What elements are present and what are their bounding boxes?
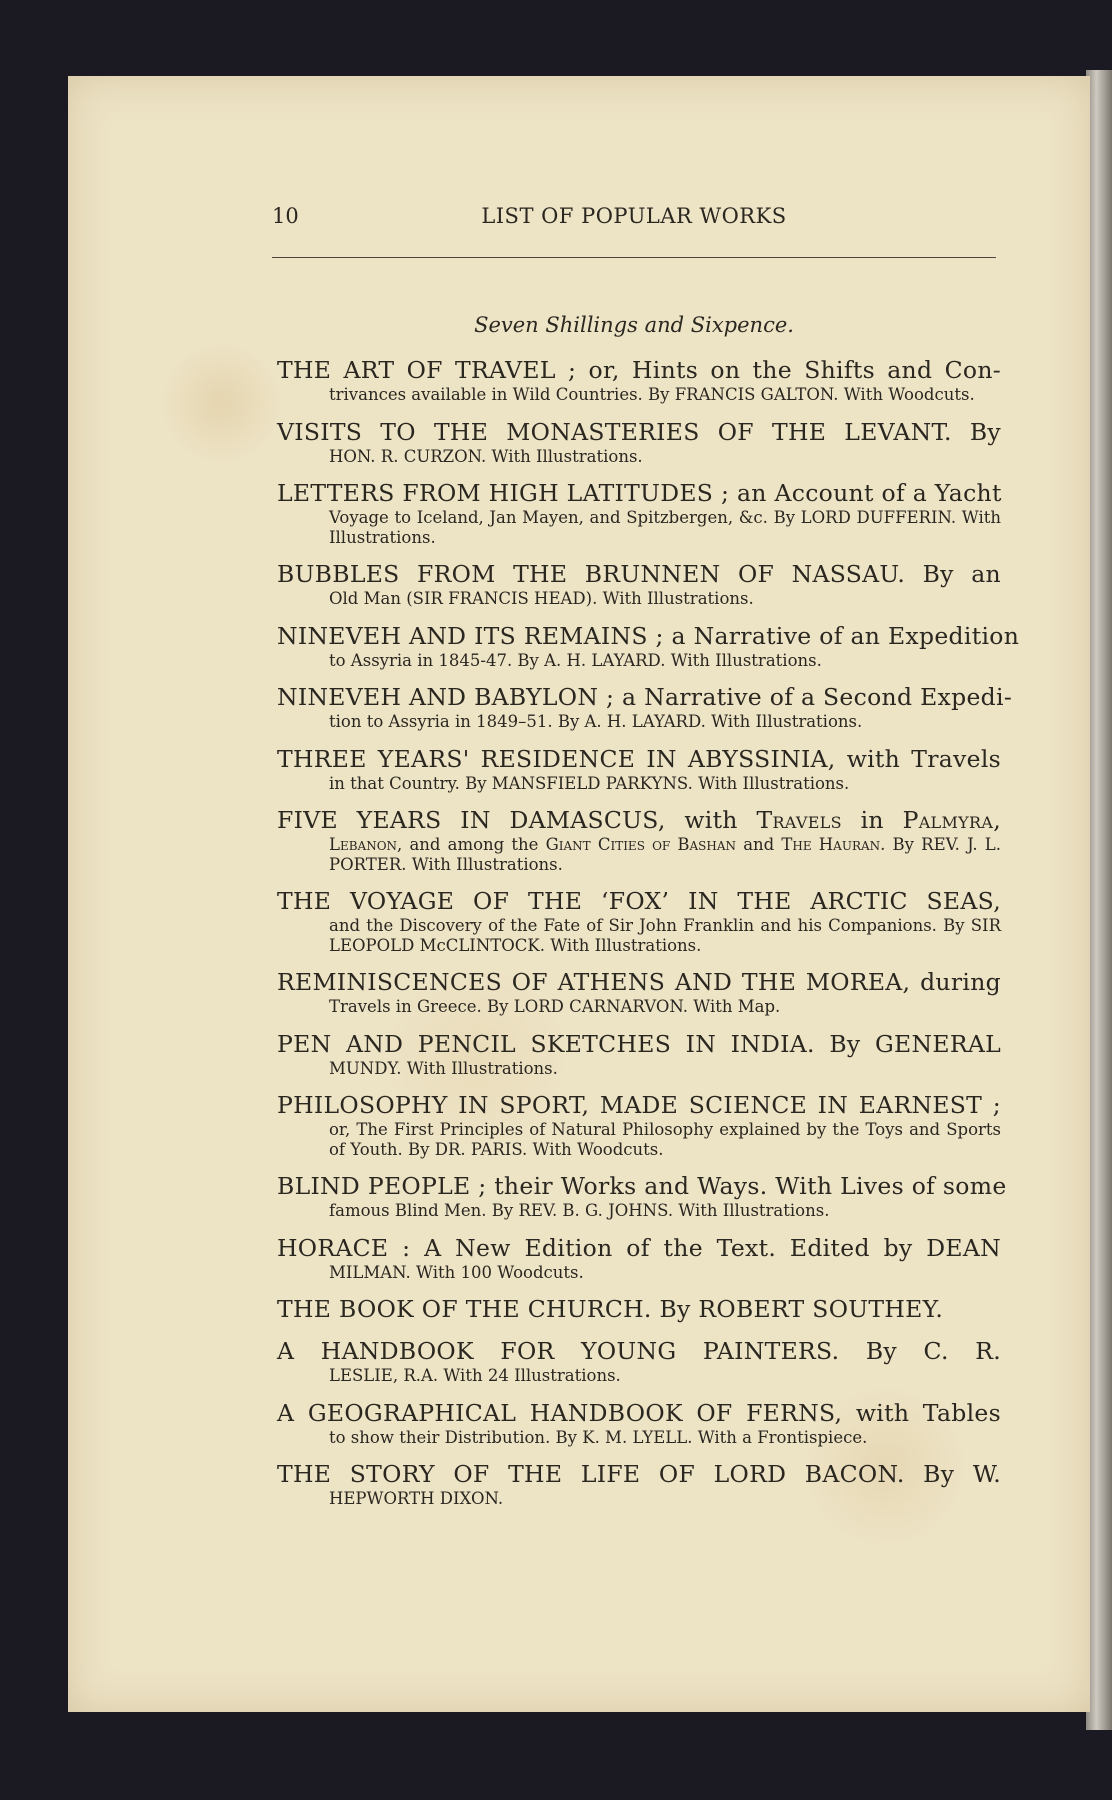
entry-title-line	[277, 683, 1013, 712]
book-entry	[277, 1234, 1001, 1283]
text-segment: in	[841, 806, 903, 834]
entry-description	[277, 1489, 1001, 1509]
book-entry	[277, 560, 1001, 609]
text-segment: NINEVEH AND ITS REMAINS ; a Narrative of an Expedition	[277, 621, 1020, 650]
text-segment: BUBBLES FROM THE BRUNNEN OF NASSAU. By an	[277, 560, 1001, 588]
entry-title-line	[277, 560, 1001, 589]
text-segment: THREE YEARS' RESIDENCE IN ABYSSINIA, with Travels	[277, 744, 1001, 773]
text-segment: The Hauran.	[781, 835, 886, 854]
book-entry	[277, 1337, 1001, 1386]
running-title: LIST OF POPULAR WORKS	[481, 204, 787, 228]
entry-description	[277, 835, 1001, 874]
text-segment: famous Blind Men. By REV. B. G. JOHNS. With Illustrations.	[329, 1201, 830, 1220]
book-entry	[277, 1295, 1001, 1324]
book-entry	[277, 887, 1001, 955]
text-segment: Voyage to Iceland, Jan Mayen, and Spitzbergen, &c. By LORD DUFFERIN. With Illustrations.	[329, 508, 1001, 547]
text-segment: or, The First Principles of Natural Philosophy explained by the Toys and Sports of Youth. By DR. PARIS. With Woodcuts.	[329, 1120, 1001, 1159]
text-segment: VISITS TO THE MONASTERIES OF THE LEVANT. By	[277, 417, 1001, 446]
header-rule	[272, 257, 996, 258]
entry-description	[277, 997, 1001, 1017]
text-segment: MILMAN. With 100 Woodcuts.	[329, 1262, 584, 1282]
entry-description	[277, 447, 1001, 467]
text-segment: THE STORY OF THE LIFE OF LORD BACON. By W.	[277, 1460, 1001, 1488]
entry-title-line	[277, 1460, 1001, 1489]
text-segment: to show their Distribution. By K. M. LYELL. With a Frontispiece.	[329, 1427, 868, 1447]
entry-description	[277, 1120, 1001, 1159]
text-segment: REMINISCENCES OF ATHENS AND THE MOREA, during	[277, 968, 1001, 996]
book-list	[277, 356, 1020, 1522]
book-entry	[277, 745, 1001, 794]
text-segment: Travels in Greece. By LORD CARNARVON. With Map.	[329, 997, 781, 1016]
text-segment: By REV. J. L. PORTER. With Illustrations.	[329, 835, 1002, 874]
book-entry	[277, 621, 1020, 671]
entry-description	[277, 589, 1001, 609]
entry-description	[277, 774, 1001, 794]
text-segment: HORACE : A New Edition of the Text. Edited by DEAN	[277, 1233, 1001, 1262]
text-segment: THE ART OF TRAVEL ; or, Hints on the Shifts and Con-	[277, 356, 1001, 384]
text-segment: Travels	[756, 806, 842, 834]
text-segment: and among the	[402, 835, 546, 854]
entry-title-line	[277, 968, 1001, 997]
text-segment: tion to Assyria in 1849–51. By A. H. LAYARD. With Illustrations.	[329, 712, 863, 731]
entry-title-line	[277, 479, 1001, 508]
book-entry	[277, 1091, 1001, 1159]
text-segment: Palmyra,	[902, 806, 1001, 834]
text-segment: Old Man (SIR FRANCIS HEAD). With Illustrations.	[329, 589, 754, 608]
book-entry	[277, 1030, 1001, 1079]
running-header	[272, 204, 996, 234]
entry-description	[277, 651, 1001, 671]
entry-title-line	[277, 1295, 1001, 1324]
text-segment: trivances available in Wild Countries. By FRANCIS GALTON. With Woodcuts.	[329, 385, 975, 404]
book-entry	[277, 479, 1001, 547]
book-entry	[277, 1399, 1001, 1448]
entry-description	[277, 508, 1001, 547]
entry-description	[277, 385, 1001, 405]
entry-title-line	[277, 356, 1001, 385]
text-segment: HON. R. CURZON. With Illustrations.	[329, 446, 643, 466]
entry-title-line	[277, 806, 1001, 835]
text-segment: in that Country. By MANSFIELD PARKYNS. With Illustrations.	[329, 773, 850, 793]
entry-title-line	[277, 1399, 1001, 1428]
text-segment: Lebanon,	[329, 835, 403, 854]
entry-description	[277, 1201, 1001, 1221]
text-segment: HEPWORTH DIXON.	[329, 1489, 504, 1508]
text-segment: PEN AND PENCIL SKETCHES IN INDIA. By GENERAL	[277, 1029, 1001, 1058]
entry-title-line	[277, 1234, 1001, 1263]
entry-title-line	[277, 887, 1001, 916]
text-segment: and	[736, 835, 782, 854]
text-segment: LETTERS FROM HIGH LATITUDES ; an Account of a Yacht	[277, 479, 1002, 507]
text-segment: and the Discovery of the Fate of Sir John Franklin and his Companions. By SIR LEOPOLD McCLINTOCK. With Illustrations.	[329, 916, 1001, 955]
text-segment: to Assyria in 1845-47. By A. H. LAYARD. With Illustrations.	[329, 650, 822, 670]
book-entry	[277, 418, 1001, 467]
text-segment: THE BOOK OF THE CHURCH. By ROBERT SOUTHEY.	[277, 1295, 944, 1323]
text-segment: NINEVEH AND BABYLON ; a Narrative of a Second Expedi-	[277, 683, 1013, 711]
book-entry	[277, 968, 1001, 1017]
entry-description	[277, 1263, 1001, 1283]
entry-description	[277, 712, 1001, 732]
entry-title-line	[277, 621, 1020, 651]
entry-description	[277, 1059, 1001, 1079]
entry-title-line	[277, 745, 1001, 774]
entry-title-line	[277, 1030, 1001, 1059]
text-segment: THE VOYAGE OF THE ‘FOX’ IN THE ARCTIC SEAS,	[277, 887, 1001, 915]
text-segment: FIVE YEARS IN DAMASCUS, with	[277, 806, 757, 834]
book-entry	[277, 356, 1001, 405]
text-segment: LESLIE, R.A. With 24 Illustrations.	[329, 1366, 621, 1385]
text-segment: PHILOSOPHY IN SPORT, MADE SCIENCE IN EARNEST ;	[277, 1091, 1001, 1119]
text-segment: Giant Cities of Bashan	[545, 835, 737, 854]
book-entry	[277, 1460, 1001, 1509]
entry-title-line	[277, 418, 1001, 447]
entry-description	[277, 916, 1001, 955]
page-number: 10	[272, 204, 299, 228]
book-entry	[277, 683, 1013, 732]
entry-title-line	[277, 1172, 1007, 1201]
book-entry	[277, 806, 1001, 874]
text-segment: A HANDBOOK FOR YOUNG PAINTERS. By C. R.	[277, 1337, 1001, 1365]
entry-title-line	[277, 1091, 1001, 1120]
text-segment: A GEOGRAPHICAL HANDBOOK OF FERNS, with Tables	[277, 1398, 1001, 1427]
text-segment: BLIND PEOPLE ; their Works and Ways. With Lives of some	[277, 1172, 1007, 1200]
book-entry	[277, 1172, 1007, 1221]
entry-description	[277, 1428, 1001, 1448]
text-segment: MUNDY. With Illustrations.	[329, 1058, 558, 1078]
section-title: Seven Shillings and Sixpence.	[474, 313, 794, 337]
entry-description	[277, 1366, 1001, 1386]
entry-title-line	[277, 1337, 1001, 1366]
